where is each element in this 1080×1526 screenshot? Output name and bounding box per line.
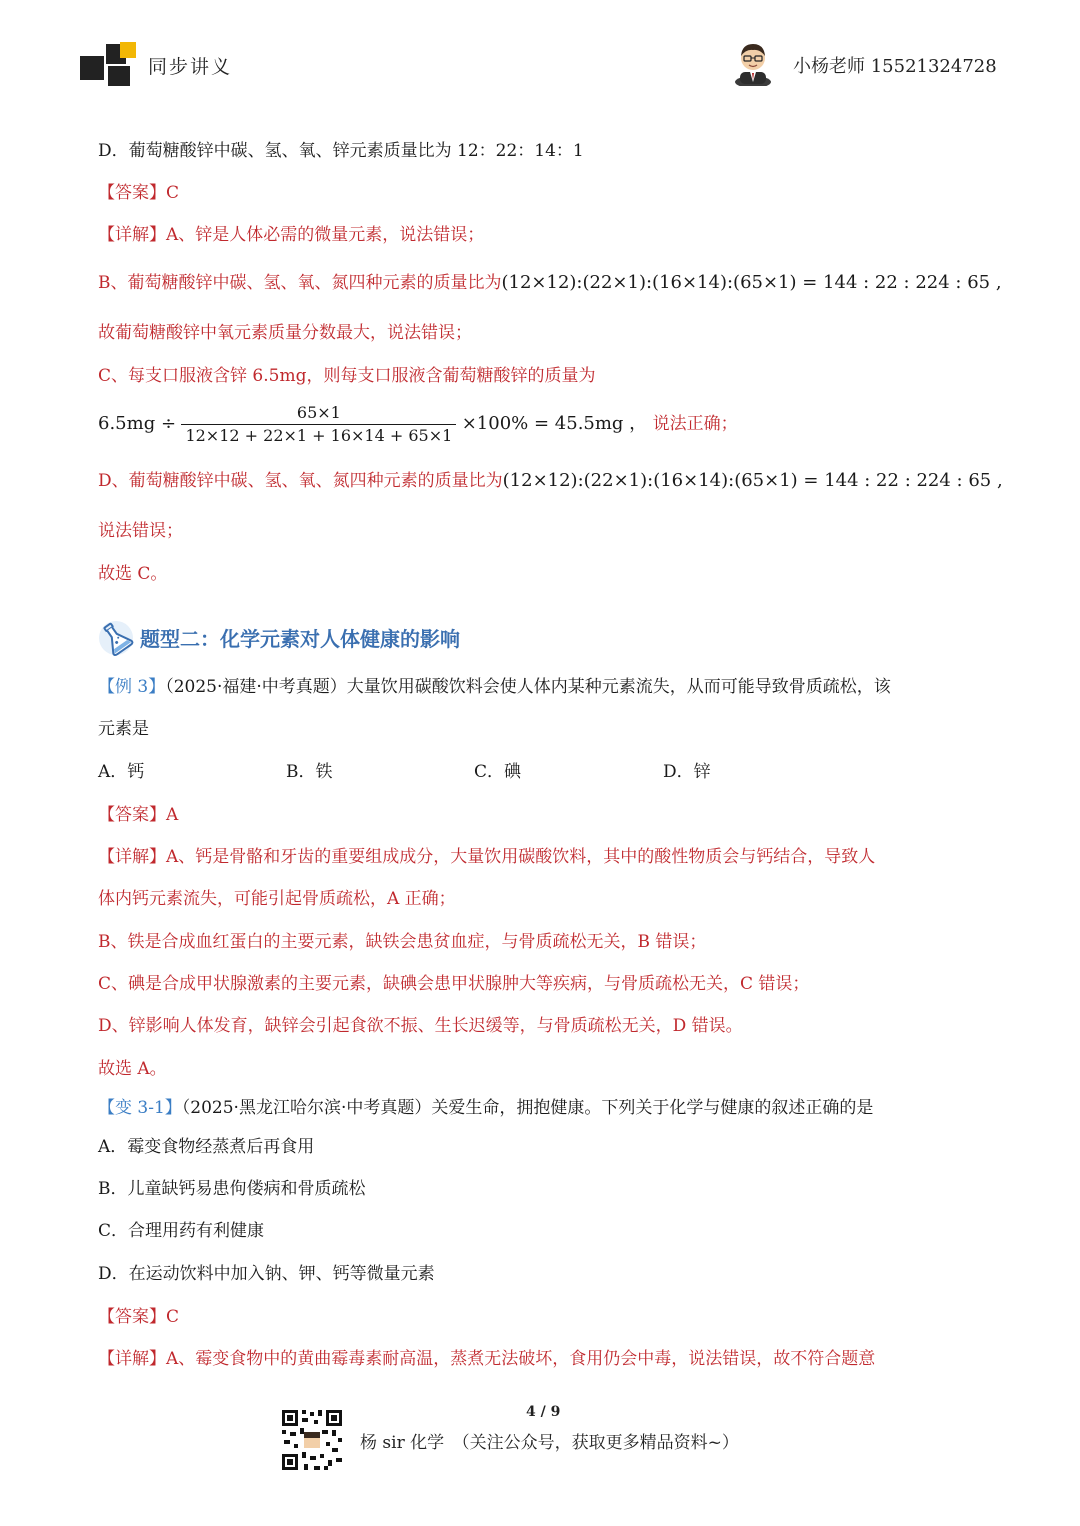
example3-stem (98, 675, 891, 699)
logo-icon (80, 42, 136, 88)
explanation-b-text: B、葡萄糖酸锌中碳、氢、氧、氮四种元素的质量比为 (98, 273, 502, 293)
answer-tag: 【答案】 (98, 1307, 166, 1327)
fraction-prefix: 6.5mg ÷ (98, 413, 177, 434)
example3-options (98, 760, 998, 786)
example3-explanation-a-cont: 体内钙元素流失，可能引起骨质疏松，A 正确； (98, 889, 456, 909)
variant31-option-a[interactable]: A．霉变食物经蒸煮后再食用 (98, 1137, 315, 1157)
final-choice-1: 故选 C。 (98, 564, 168, 584)
example3-explanation-d: D、锌影响人体发育，缺锌会引起食欲不振、生长迟缓等，与骨质疏松无关，D 错误。 (98, 1016, 743, 1036)
fraction (181, 402, 456, 447)
explanation-a-text: A、霉变食物中的黄曲霉毒素耐高温，蒸煮无法破坏，食用仍会中毒，说法错误，故不符合题意 (166, 1349, 876, 1369)
teacher-info: 小杨老师 15521324728 (793, 56, 997, 77)
explanation-c: C、每支口服液含锌 6.5mg，则每支口服液含葡萄糖酸锌的质量为 (98, 366, 596, 386)
example3-stem-text: （2025·福建·中考真题）大量饮用碳酸饮料会使人体内某种元素流失，从而可能导致骨质疏松，该 (165, 677, 891, 697)
example3-answer (98, 803, 178, 827)
example3-explanation-c: C、碘是合成甲状腺激素的主要元素，缺碘会患甲状腺肿大等疾病，与骨质疏松无关，C 错误； (98, 974, 810, 994)
example3-explanation-a (98, 845, 875, 869)
explanation-a (98, 223, 484, 247)
option-d[interactable]: D．锌 (663, 762, 711, 782)
explanation-d (98, 469, 1003, 493)
variant31-stem-text: （2025·黑龙江哈尔滨·中考真题）关爱生命，拥抱健康。下列关于化学与健康的叙述正确的是 (181, 1098, 874, 1118)
fraction-formula (98, 402, 738, 447)
fraction-numerator: 65×1 (181, 402, 456, 425)
mass-ratio-formula-d: (12×12):(22×1):(16×14):(65×1) = 144 : 22 : 224 : 65 , (502, 470, 1003, 491)
option-d-text: D．葡萄糖酸锌中碳、氢、氧、锌元素质量比为 12：22：14：1 (98, 141, 584, 161)
answer-tag: 【答案】 (98, 183, 166, 203)
answer-line-1 (98, 181, 179, 205)
header-title: 同步讲义 (148, 56, 233, 78)
avatar-icon (730, 38, 776, 86)
fraction-suffix: ×100% = 45.5mg ， (461, 413, 648, 434)
fraction-comment: 说法正确； (652, 414, 738, 434)
page-number: 4 / 9 (526, 1404, 561, 1420)
variant31-answer (98, 1305, 179, 1329)
explanation-a-text: A、钙是骨骼和牙齿的重要组成成分，大量饮用碳酸饮料，其中的酸性物质会与钙结合，导致人 (166, 847, 876, 867)
option-a[interactable]: A．钙 (98, 762, 145, 782)
section-title: 题型二：化学元素对人体健康的影响 (140, 627, 460, 651)
variant31-tag: 【变 3-1】 (98, 1098, 182, 1118)
variant31-explanation-a (98, 1347, 875, 1371)
qr-code-icon (280, 1408, 344, 1472)
variant31-stem (98, 1096, 873, 1120)
explanation-tag: 【详解】 (98, 225, 166, 245)
mass-ratio-formula-b: (12×12):(22×1):(16×14):(65×1) = 144 : 22 : 224 : 65 , (501, 272, 1002, 293)
explanation-tag: 【详解】 (98, 847, 166, 867)
answer-tag: 【答案】 (98, 805, 166, 825)
option-c[interactable]: C．碘 (474, 762, 522, 782)
explanation-a-text: A、锌是人体必需的微量元素，说法错误； (166, 225, 485, 245)
example3-stem-cont: 元素是 (98, 719, 149, 739)
footer-text: 杨 sir 化学 （关注公众号，获取更多精品资料~） (360, 1433, 739, 1453)
answer-value: A (166, 805, 179, 825)
fraction-denominator: 12×12 + 22×1 + 16×14 + 65×1 (185, 426, 453, 445)
answer-value: C (166, 1307, 180, 1327)
explanation-b-conclusion: 故葡萄糖酸锌中氧元素质量分数最大，说法错误； (98, 323, 472, 343)
example3-tag-bracket (98, 677, 165, 697)
variant31-option-c[interactable]: C．合理用药有利健康 (98, 1221, 265, 1241)
variant31-option-b[interactable]: B．儿童缺钙易患佝偻病和骨质疏松 (98, 1179, 366, 1199)
variant31-option-d[interactable]: D．在运动饮料中加入钠、钾、钙等微量元素 (98, 1264, 435, 1284)
option-b[interactable]: B．铁 (286, 762, 333, 782)
explanation-d-conclusion: 说法错误； (98, 521, 183, 541)
explanation-tag: 【详解】 (98, 1349, 166, 1369)
example3-tag: 【例 3】 (98, 677, 166, 697)
explanation-b (98, 271, 1002, 295)
example3-explanation-b: B、铁是合成血红蛋白的主要元素，缺铁会患贫血症，与骨质疏松无关，B 错误； (98, 932, 707, 952)
explanation-d-text: D、葡萄糖酸锌中碳、氢、氧、氮四种元素的质量比为 (98, 471, 503, 491)
example3-final-choice: 故选 A。 (98, 1059, 167, 1079)
flask-icon (96, 618, 136, 658)
answer-value: C (166, 183, 180, 203)
